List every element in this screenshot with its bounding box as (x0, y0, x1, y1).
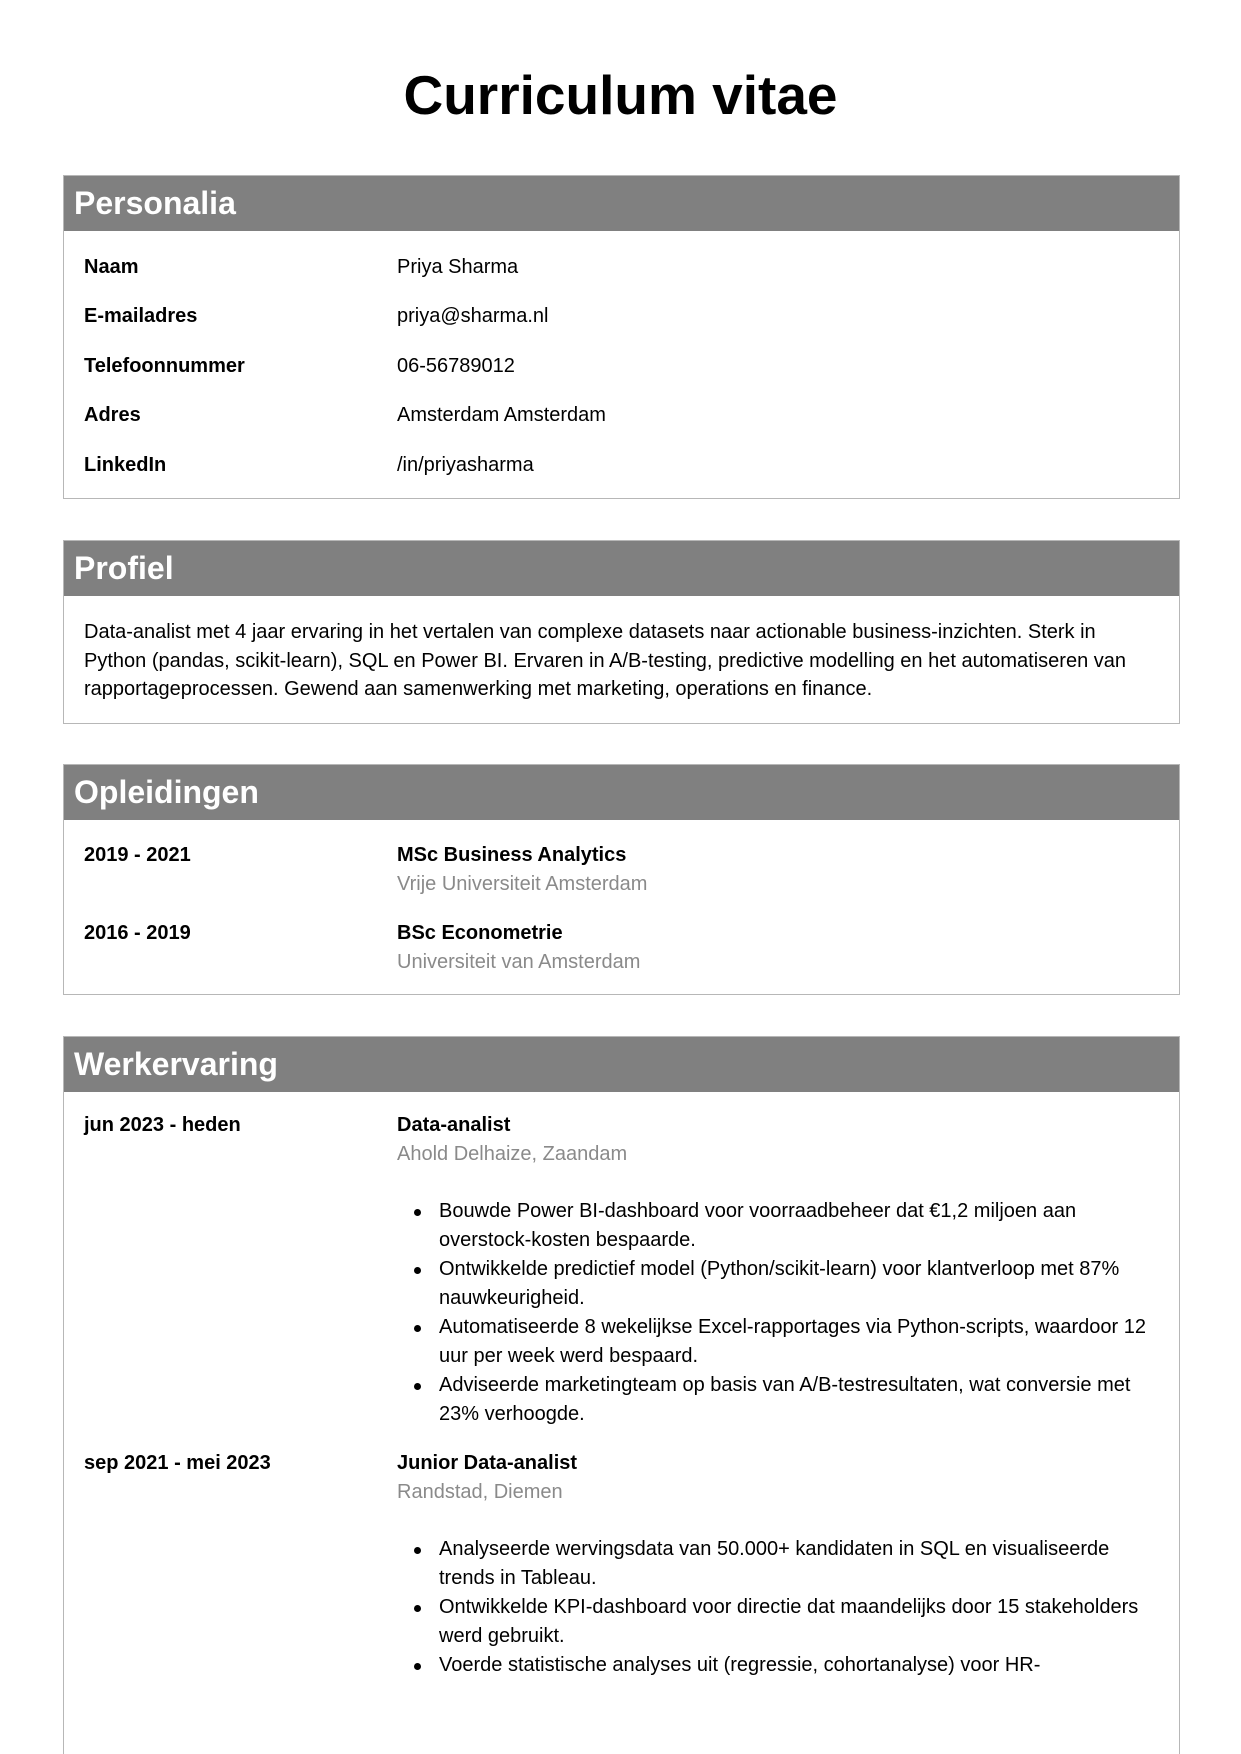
work-achievements (397, 1197, 1159, 1429)
work-entry (64, 1111, 1179, 1429)
section-profiel (63, 540, 1180, 724)
field-label: Telefoonnummer (84, 355, 245, 377)
achievement-item: Automatiseerde 8 wekelijkse Excel-rapportages via Python-scripts, waardoor 12 uur per week werd bespaard. (397, 1313, 1159, 1371)
achievement-item: Voerde statistische analyses uit (regressie, cohortanalyse) voor HR- (397, 1651, 1159, 1680)
field-label: LinkedIn (84, 454, 167, 476)
section-personalia (63, 175, 1180, 499)
achievement-item: Ontwikkelde predictief model (Python/scikit-learn) voor klantverloop met 87% nauwkeurigheid. (397, 1255, 1159, 1313)
work-period: sep 2021 - mei 2023 (84, 1452, 271, 1474)
work-company: Ahold Delhaize, Zaandam (397, 1143, 628, 1165)
section-heading-opleidingen: Opleidingen (64, 765, 1179, 820)
field-value: priya@sharma.nl (397, 305, 549, 327)
field-label: Naam (84, 256, 139, 278)
education-institution: Universiteit van Amsterdam (397, 951, 641, 973)
section-heading-werkervaring: Werkervaring (64, 1037, 1179, 1092)
field-value: /in/priyasharma (397, 454, 534, 476)
work-entry (64, 1449, 1179, 1680)
education-period: 2016 - 2019 (84, 922, 191, 944)
education-period: 2019 - 2021 (84, 844, 191, 866)
section-opleidingen (63, 764, 1180, 995)
achievement-item: Adviseerde marketingteam op basis van A/B-testresultaten, wat conversie met 23% verhoogde. (397, 1371, 1159, 1429)
achievement-item: Bouwde Power BI-dashboard voor voorraadbeheer dat €1,2 miljoen aan overstock-kosten bespaarde. (397, 1197, 1159, 1255)
document-title: Curriculum vitae (403, 64, 838, 126)
work-achievements (397, 1535, 1159, 1680)
work-title: Data-analist (397, 1114, 511, 1136)
education-title: BSc Econometrie (397, 922, 563, 944)
section-heading-profiel: Profiel (64, 541, 1179, 596)
achievement-item: Ontwikkelde KPI-dashboard voor directie dat maandelijks door 15 stakeholders werd gebruikt. (397, 1593, 1159, 1651)
education-title: MSc Business Analytics (397, 844, 627, 866)
profile-text: Data-analist met 4 jaar ervaring in het vertalen van complexe datasets naar actionable business-inzichten. Sterk in Python (pandas, scikit-learn), SQL en Power BI. Ervaren in A/B-testing, predictive modelling en het automatiseren van rapportageprocessen. Gewend aan samenwerking met marketing, operations en finance. (84, 621, 1127, 700)
education-entry (64, 841, 1179, 899)
field-label: Adres (84, 404, 141, 426)
field-value: 06-56789012 (397, 355, 515, 377)
section-heading-personalia: Personalia (64, 176, 1179, 231)
section-werkervaring (63, 1036, 1180, 1754)
work-period: jun 2023 - heden (84, 1114, 241, 1136)
education-institution: Vrije Universiteit Amsterdam (397, 873, 648, 895)
achievement-item: Analyseerde wervingsdata van 50.000+ kandidaten in SQL en visualiseerde trends in Tableau. (397, 1535, 1159, 1593)
field-label: E-mailadres (84, 305, 198, 327)
field-value: Priya Sharma (397, 256, 519, 278)
work-company: Randstad, Diemen (397, 1481, 563, 1503)
education-entry (64, 919, 1179, 977)
work-title: Junior Data-analist (397, 1452, 578, 1474)
field-value: Amsterdam Amsterdam (397, 404, 606, 426)
